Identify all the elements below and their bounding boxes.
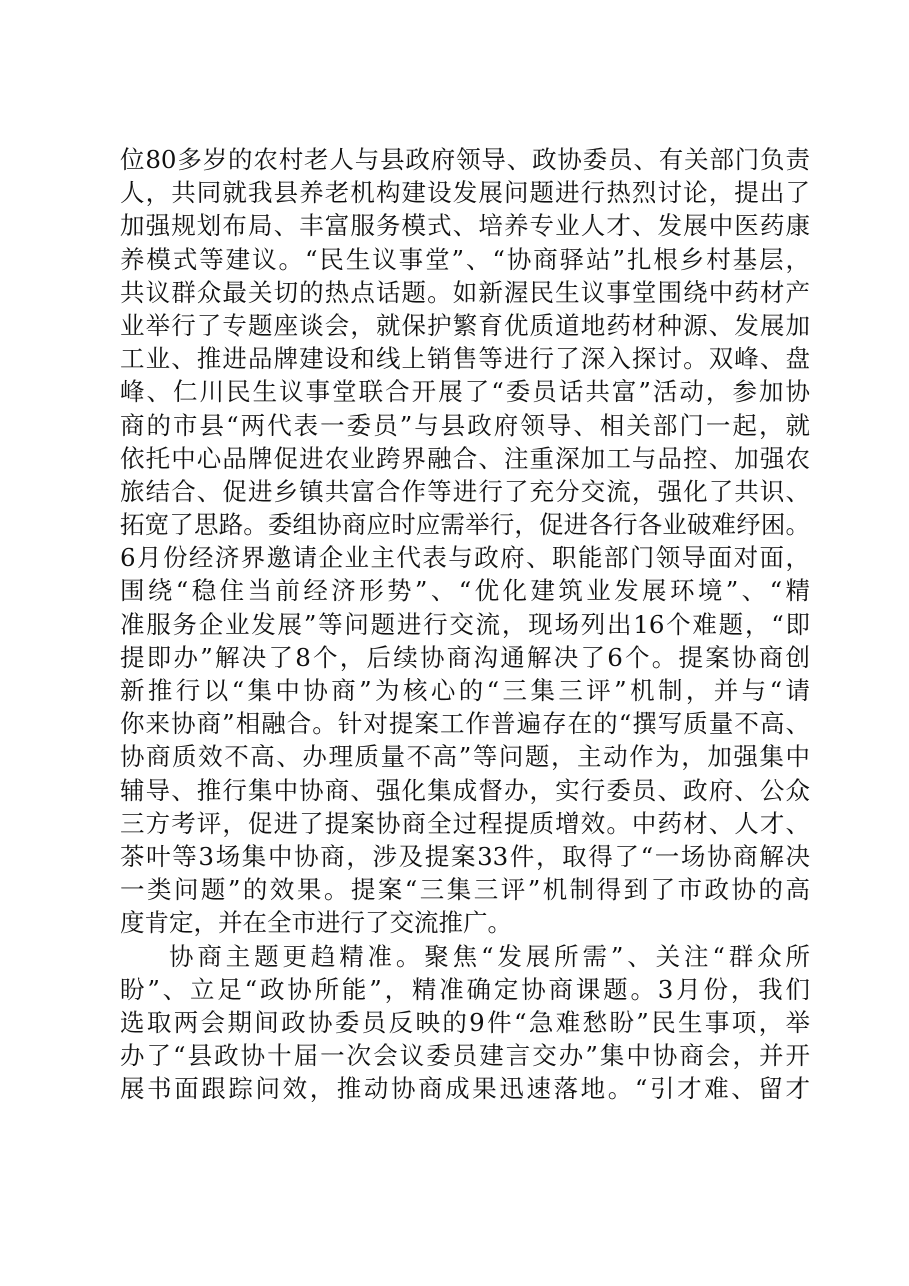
text-line: 商的市县“两代表一委员”与县政府领导、相关部门一起，就 — [120, 410, 810, 440]
text-line: 新推行以“集中协商”为核心的“三集三评”机制，并与“请 — [120, 676, 810, 705]
text-line: 辅导、推行集中协商、强化集成督办，实行委员、政府、公众 — [120, 775, 810, 805]
paragraph-first-line: 协商主题更趋精准。聚焦“发展所需”、关注“群众所 — [169, 941, 810, 971]
text-line: 加强规划布局、丰富服务模式、培养专业人才、发展中医药康 — [120, 211, 810, 241]
text-line: 峰、仁川民生议事堂联合开展了“委员话共富”活动，参加协 — [120, 377, 810, 407]
text-line: 养模式等建议。“民生议事堂”、“协商驿站”扎根乡村基层， — [120, 244, 810, 274]
text-line: 人，共同就我县养老机构建设发展问题进行热烈讨论，提出了 — [120, 178, 810, 208]
text-line: 共议群众最关切的热点话题。如新渥民生议事堂围绕中药材产 — [120, 277, 810, 307]
document-body — [120, 143, 810, 1105]
text-line: 茶叶等3场集中协商，涉及提案33件，取得了“一场协商解决 — [120, 841, 810, 871]
text-line: 旅结合、促进乡镇共富合作等进行了充分交流，强化了共识、 — [120, 476, 810, 506]
text-line: 协商质效不高、办理质量不高”等问题，主动作为，加强集中 — [120, 742, 810, 772]
text-line: 一类问题”的效果。提案“三集三评”机制得到了市政协的高 — [120, 875, 810, 905]
text-line: 业举行了专题座谈会，就保护繁育优质道地药材种源、发展加 — [120, 310, 810, 340]
text-line: 拓宽了思路。委组协商应时应需举行，促进各行各业破难纾困。 — [120, 510, 810, 540]
paragraph-last-line: 度肯定，并在全市进行了交流推广。 — [120, 908, 512, 938]
text-line: 6月份经济界邀请企业主代表与政府、职能部门领导面对面， — [120, 543, 810, 573]
text-line: 围绕“稳住当前经济形势”、“优化建筑业发展环境”、“精 — [120, 576, 810, 606]
text-line: 位80多岁的农村老人与县政府领导、政协委员、有关部门负责 — [120, 145, 810, 174]
text-line: 工业、推进品牌建设和线上销售等进行了深入探讨。双峰、盘 — [120, 344, 810, 374]
text-line: 选取两会期间政协委员反映的9件“急难愁盼”民生事项，举 — [120, 1007, 810, 1037]
text-line: 你来协商”相融合。针对提案工作普遍存在的“撰写质量不高、 — [120, 709, 810, 739]
text-line: 依托中心品牌促进农业跨界融合、注重深加工与品控、加强农 — [120, 443, 810, 473]
text-line: 盼”、立足“政协所能”，精准确定协商课题。3月份，我们 — [120, 974, 810, 1004]
text-line: 三方考评，促进了提案协商全过程提质增效。中药材、人才、 — [120, 808, 810, 838]
text-line: 准服务企业发展”等问题进行交流，现场列出16个难题，“即 — [120, 609, 810, 639]
text-line: 办了“县政协十届一次会议委员建言交办”集中协商会，并开 — [120, 1041, 810, 1071]
text-line: 提即办”解决了8个，后续协商沟通解决了6个。提案协商创 — [120, 642, 810, 672]
text-line: 展书面跟踪问效，推动协商成果迅速落地。“引才难、留才 — [120, 1074, 810, 1104]
